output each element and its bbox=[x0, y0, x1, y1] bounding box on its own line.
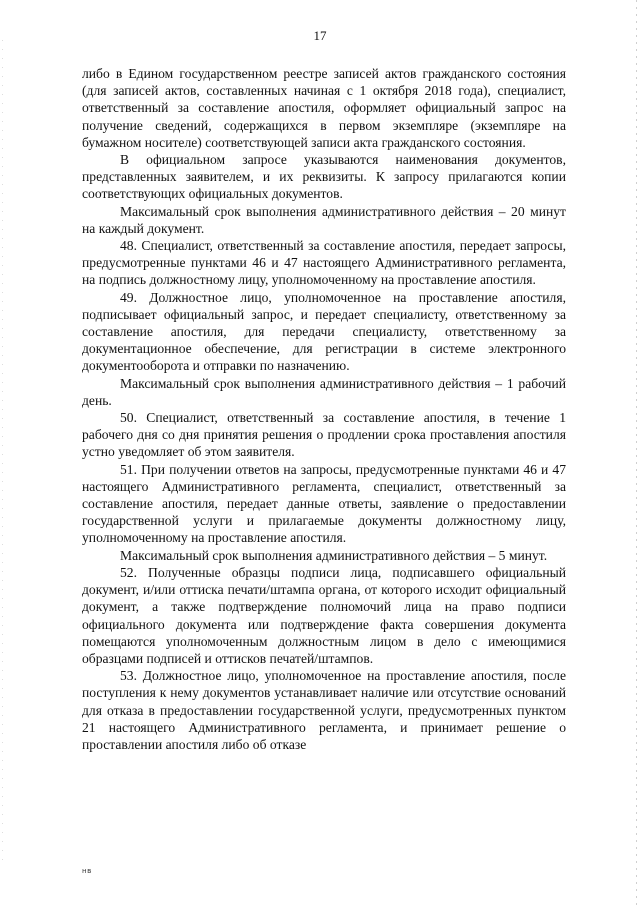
paragraph-max-time-1-day: Максимальный срок выполнения административного действия – 1 рабочий день. bbox=[82, 375, 566, 408]
scan-edge-left bbox=[2, 40, 3, 860]
paragraph-52: 52. Полученные образцы подписи лица, подписавшего официальный документ, и/или оттиска печати/штампа органа, от которого исходит официальный документ, а также подтверждение полномочий лица на право подписи официального документа или подтверждение факта совершения документа помещаются уполномоченным должностным лицом в дело с имеющимися образцами подписей и оттисков печатей/штампов. bbox=[82, 564, 566, 666]
paragraph-48: 48. Специалист, ответственный за составление апостиля, передает запросы, предусмотренные пунктами 46 и 47 настоящего Административного регламента, на подпись должностному лицу, уполномоченному на проставление апостиля. bbox=[82, 238, 566, 288]
paragraph-official-request-contents: В официальном запросе указываются наименования документов, представленных заявителем, и их реквизиты. К запросу прилагаются копии соответствующих официальных документов. bbox=[82, 152, 566, 202]
paragraph-51: 51. При получении ответов на запросы, предусмотренные пунктами 46 и 47 настоящего Административного регламента, специалист, ответственный за составление апостиля, передает данные ответы, заявление о предоставлении государственной услуги и прилагаемые документы должностному лицу, уполномоченному на проставление апостиля. bbox=[82, 461, 566, 546]
paragraph-53: 53. Должностное лицо, уполномоченное на проставление апостиля, после поступления к нему документов устанавливает наличие или отсутствие оснований для отказа в предоставлении государственной услуги, предусмотренных пунктом 21 настоящего Административного регламента, и принимает решение о проставлении апостиля либо об отказе bbox=[82, 668, 566, 752]
paragraph-50: 50. Специалист, ответственный за составление апостиля, в течение 1 рабочего дня со дня принятия решения о продлении срока проставления апостиля устно уведомляет об этом заявителя. bbox=[82, 410, 566, 460]
paragraph-max-time-20-minutes: Максимальный срок выполнения административного действия – 20 минут на каждый документ. bbox=[82, 203, 566, 236]
scan-edge-right bbox=[636, 0, 637, 905]
paragraph-49: 49. Должностное лицо, уполномоченное на проставление апостиля, подписывает официальный запрос, и передает специалисту, ответственному за составление апостиля, для передачи специалисту, ответственному за документационное обеспечение, для регистрации в системе электронного документооборота и отправки по назначению. bbox=[82, 289, 566, 374]
page-number: 17 bbox=[313, 28, 327, 43]
document-body bbox=[82, 65, 566, 753]
paragraph-continuation: либо в Едином государственном реестре записей актов гражданского состояния (для записей актов, составленных начиная с 1 октября 2018 года), специалист, ответственный за составление апостиля, оформляет официальный запрос на получение сведений, содержащихся в первом экземпляре (экземпляре на бумажном носителе) соответствующей записи акта гражданского состояния. bbox=[82, 66, 566, 150]
footer-initials: нв bbox=[82, 867, 92, 875]
paragraph-max-time-5-minutes: Максимальный срок выполнения административного действия – 5 минут. bbox=[120, 547, 548, 563]
